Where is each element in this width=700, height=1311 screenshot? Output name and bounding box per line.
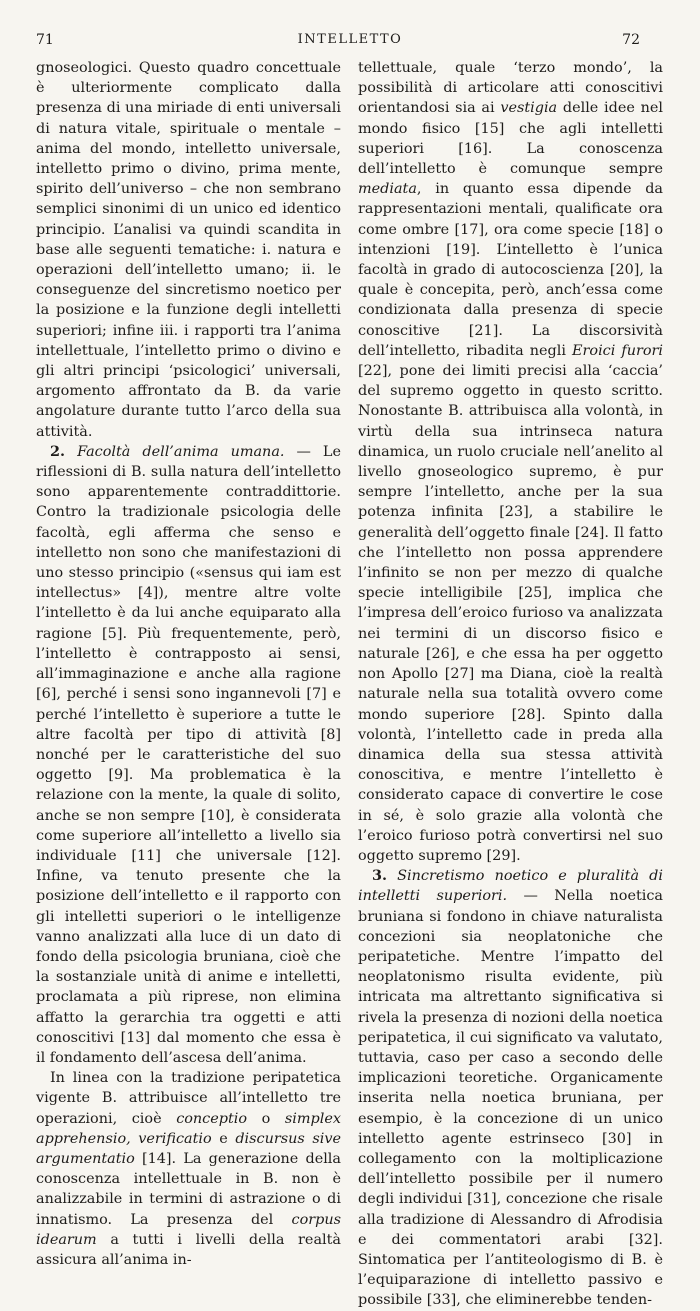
page-number-left: 71 <box>36 32 54 48</box>
section-number: 2. <box>50 442 66 460</box>
latin-term: vestigia <box>500 100 558 117</box>
section-title: Sincretismo noetico e pluralità di intelletti superiori. <box>358 868 663 905</box>
text-run: [22], pone dei limiti precisi alla ‘caccia’ del supremo oggetto in questo scritto. Nonostante B. attribuisca alla volontà, in virtù della sua intrinseca natura dinamica, un ruolo cruciale nell’anelito al livello gnoseologico supremo, è pur sempre l’intelletto, anche per la sua potenza infinita [23], a stabilire le generalità dell’oggetto finale [24]. Il fatto che l’intelletto non possa apprendere l’infinito se non per mezzo di qualche specie intelligibile [25], implica che l’impresa dell’eroico furioso va analizzata nei termini di un discorso fisico e naturale [26], e che essa ha per oggetto non Apollo [27] ma Diana, cioè la realtà naturale nella sua totalità ovvero come mondo superiore [28]. Spinto dalla volontà, l’intelletto cade in preda alla dinamica della sua stessa attività conoscitiva, e mentre l’intelletto è considerato capace di convertire le cose in sé, è solo grazie alla volontà che l’eroico furioso potrà convertirsi nel suo oggetto supremo [29]. <box>358 363 663 864</box>
text-run: In linea con la tradizione peripatetica vigente B. attribuisce all’intelletto tre operazioni, cioè <box>36 1070 341 1127</box>
left-column <box>36 58 341 1270</box>
text-run: o <box>247 1110 285 1127</box>
paragraph <box>36 1068 341 1270</box>
text-run: , in quanto essa dipende da rappresentazioni mentali, qualificate ora come ombre [17], ora come specie [18] o intenzioni [19]. L’intelletto è l’unica facoltà in grado di autocoscienza [20], la quale è concepita, però, anch’essa come condizionata dalla presenza di specie conoscitive [21]. La discorsività dell’intelletto, ribadita negli <box>358 181 663 359</box>
section-3 <box>358 866 663 1310</box>
latin-term: corpus idearum <box>36 1211 341 1248</box>
paragraph: gnoseologici. Questo quadro concettuale è ulteriormente complicato dalla presenza di una miriade di enti universali di natura vitale, spirituale o mentale – anima del mondo, intelletto universale, intelletto primo o divino, prima mente, spirito dell’universo – che non sembrano semplici sinonimi di un unico ed identico principio. L’analisi va quindi scandita in base alle seguenti tematiche: i. natura e operazioni dell’intelletto umano; ii. le conseguenze del sincretismo noetico per la posizione e la funzione degli intelletti superiori; infine iii. i rapporti tra l’anima intellettuale, l’intelletto primo o divino e gli altri principi ‘psicologici’ universali, argomento affrontato da B. da varie angolature durante tutto l’arco della sua attività. <box>36 60 341 440</box>
right-column <box>358 58 663 1311</box>
section-text: — Le riflessioni di B. sulla natura dell’intelletto sono apparentemente contraddittorie. Contro la tradizionale psicologia delle facoltà, egli afferma che senso e intelletto non sono che manifestazioni di uno stesso principio («sensus qui iam est intellectus» [4]), mentre altre volte l’intelletto è da lui anche equiparato alla ragione [5]. Più frequentemente, però, l’intelletto è contrapposto ai sensi, all’immaginazione e anche alla ragione [6], perché i sensi sono ingannevoli [7] e perché l’intelletto è superiore a tutte le altre facoltà per tipo di attività [8] nonché per le caratteristiche del suo oggetto [9]. Ma problematica è la relazione con la mente, la quale di solito, anche se non sempre [10], è considerata come superiore all’intelletto a livello sia individuale [11] che universale [12]. Infine, va tenuto presente che la posizione dell’intelletto e il rapporto con gli intelletti superiori o le intelligenze vanno analizzati alla luce di un dato di fondo della psicologia bruniana, cioè che la sostanziale unità di anime e intelletti, proclamata a più riprese, non elimina affatto la gerarchia tra oggetti e atti conoscitivi [13] dal momento che essa è il fondamento dell’ascesa dell’anima. <box>36 443 341 1066</box>
paragraph <box>358 58 663 866</box>
latin-term: simplex apprehensio, verificatio <box>36 1110 341 1147</box>
running-header <box>0 32 700 52</box>
running-title: INTELLETTO <box>297 32 403 47</box>
section-2 <box>36 442 341 1068</box>
section-text: — Nella noetica bruniana si fondono in chiave naturalista concezioni sia neoplatoniche che peripatetiche. Mentre l’impatto del neoplatonismo risulta evidente, più intricata ma altrettanto significativa si rivela la presenza di nozioni della noetica peripatetica, il cui significato va valutato, tuttavia, caso per caso a secondo delle implicazioni teoretiche. Organicamente inserita nella noetica bruniana, per esempio, è la concezione di un unico intelletto agente estrinseco [30] in collegamento con la moltiplicazione dell’intelletto possibile per il numero degli individui [31], concezione che risale alla tradizione di Alessandro di Afrodisia e dei commentatori arabi [32]. Sintomatica per l’antiteologismo di B. è l’equiparazione di intelletto passivo e possibile [33], che eliminerebbe tenden- <box>358 888 663 1309</box>
text-run: delle idee nel mondo fisico [15] che agli intelletti superiori [16]. La conoscenza dell’intelletto è comunque sempre <box>358 100 663 178</box>
page-number-right: 72 <box>622 32 640 48</box>
text-run: a tutti i livelli della realtà assicura all’anima in- <box>36 1231 341 1268</box>
emphasis: mediata <box>358 181 417 198</box>
section-title: Facoltà dell’anima umana. <box>77 443 285 460</box>
section-number: 3. <box>372 867 388 885</box>
latin-term: discursus sive argumentatio <box>36 1130 341 1167</box>
latin-term: conceptio <box>176 1110 248 1127</box>
text-run: tellettuale, quale ‘terzo mondo’, la possibilità di articolare atti conoscitivi orientandosi sia ai <box>358 60 663 117</box>
text-run: e <box>211 1130 236 1147</box>
work-title: Eroici furori <box>572 342 663 359</box>
text-run: [14]. La generazione della conoscenza intellettuale in B. non è analizzabile in termini di astrazione o di innatismo. La presenza del <box>36 1150 341 1228</box>
